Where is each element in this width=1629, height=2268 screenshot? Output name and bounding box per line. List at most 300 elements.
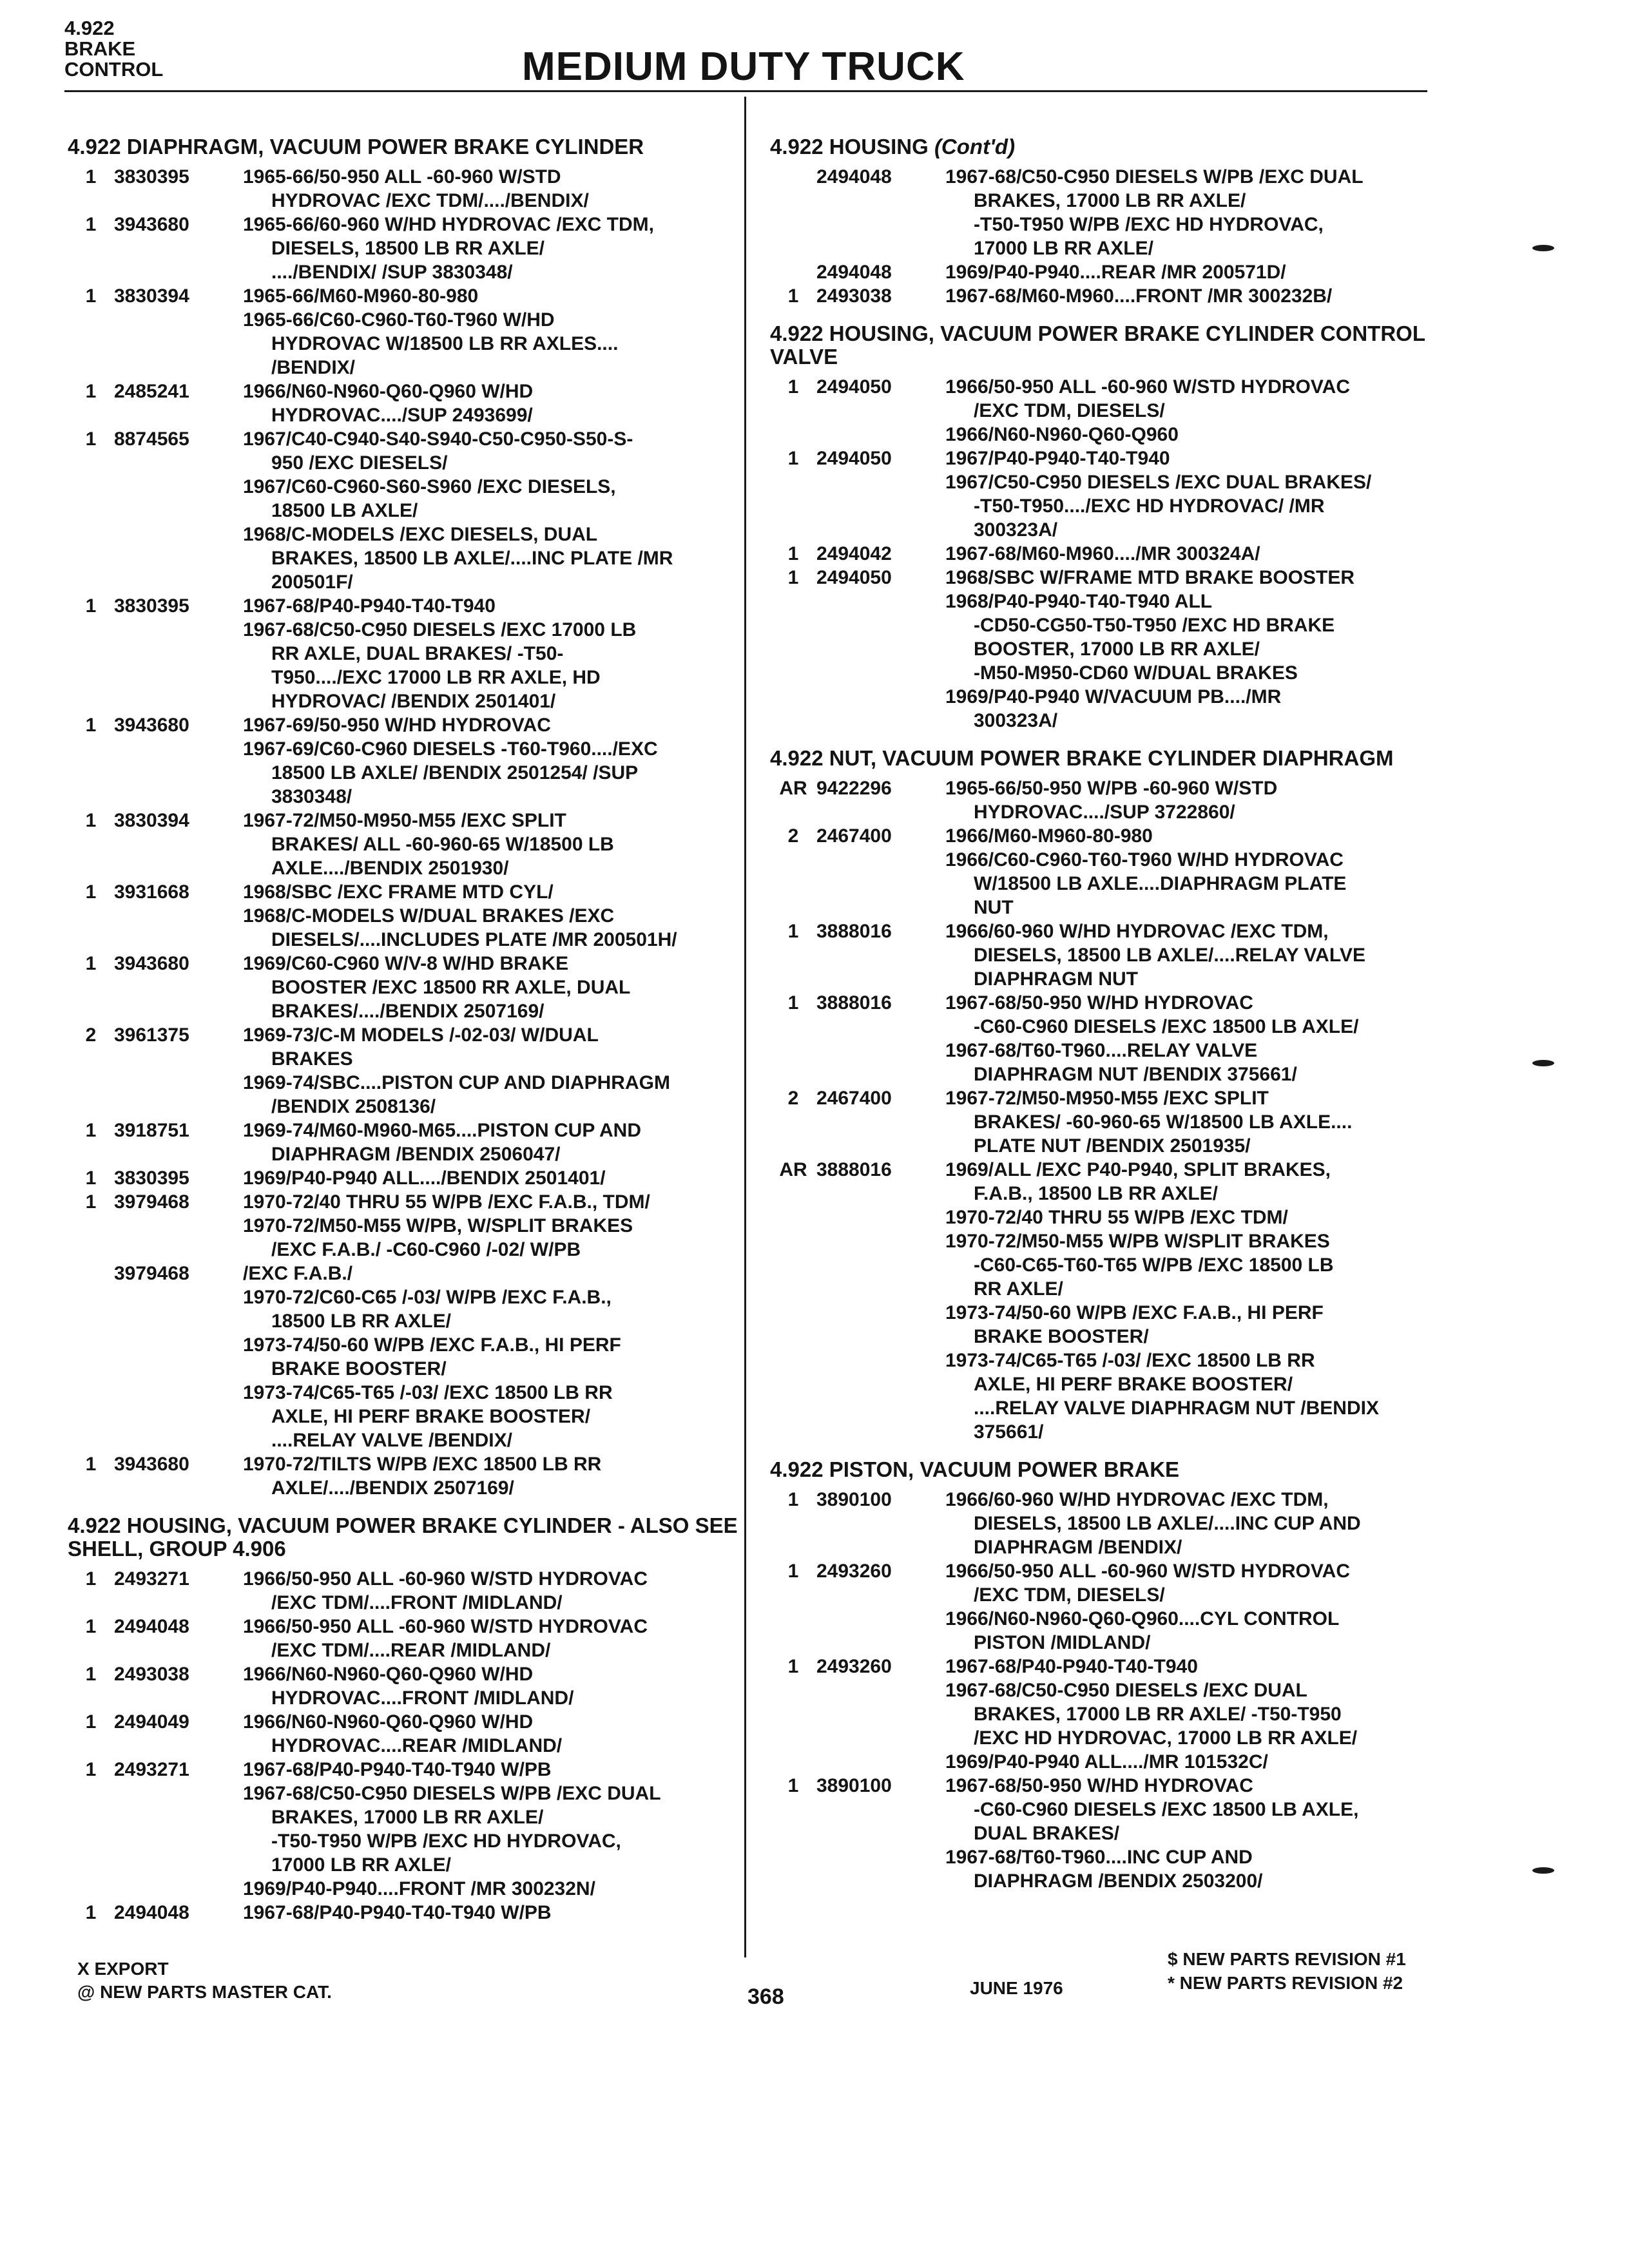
description-line: F.A.B., 18500 LB RR AXLE/	[974, 1183, 1218, 1204]
description-line: 1968/C-MODELS /EXC DIESELS, DUAL	[243, 524, 598, 545]
left-column	[68, 135, 738, 1925]
part-entry	[770, 542, 1434, 566]
application-description	[945, 1158, 1434, 1444]
part-entry	[68, 1166, 738, 1190]
application-description	[945, 375, 1434, 447]
application-description	[945, 776, 1434, 824]
description-line: PISTON /MIDLAND/	[974, 1632, 1151, 1653]
part-number: 2493038	[114, 1664, 189, 1685]
description-line: 1970-72/TILTS W/PB /EXC 18500 LB RR	[243, 1454, 602, 1475]
description-line: -CD50-CG50-T50-T950 /EXC HD BRAKE	[974, 615, 1335, 636]
part-number: 2494048	[114, 1616, 189, 1637]
quantity: 1	[787, 376, 799, 398]
description-line: 1965-66/M60-M960-80-980	[243, 285, 479, 307]
description-line: 1965-66/50-950 W/PB -60-960 W/STD	[945, 778, 1278, 799]
part-number: 3830394	[114, 810, 189, 831]
description-line: 1973-74/50-60 W/PB /EXC F.A.B., HI PERF	[945, 1302, 1324, 1323]
application-description	[945, 566, 1434, 733]
part-entry	[770, 1559, 1434, 1655]
description-line: DUAL BRAKES/	[974, 1823, 1120, 1844]
application-description	[243, 713, 738, 809]
part-number: 3888016	[816, 921, 892, 942]
section-heading	[770, 322, 1434, 369]
description-line: BOOSTER, 17000 LB RR AXLE/	[974, 639, 1260, 660]
part-entry	[68, 1119, 738, 1166]
description-line: 18500 LB AXLE/ /BENDIX 2501254/ /SUP	[271, 762, 639, 783]
quantity: 1	[85, 166, 97, 187]
part-entry	[68, 1710, 738, 1758]
application-description	[945, 165, 1434, 260]
application-description	[243, 1758, 738, 1901]
part-number: 3918751	[114, 1120, 189, 1141]
quantity: 1	[787, 567, 799, 588]
margin-mark	[1532, 1060, 1554, 1066]
description-line: 950 /EXC DIESELS/	[271, 452, 448, 474]
description-line: -C60-C65-T60-T65 W/PB /EXC 18500 LB	[974, 1254, 1334, 1276]
part-entry	[770, 991, 1434, 1086]
description-line: BRAKES/..../BENDIX 2507169/	[271, 1001, 545, 1022]
description-line: BRAKE BOOSTER/	[271, 1358, 447, 1379]
quantity: 1	[85, 285, 97, 307]
description-line: DIESELS, 18500 LB AXLE/....INC CUP AND	[974, 1513, 1361, 1534]
description-line: 1967-69/C60-C960 DIESELS -T60-T960..../EXC	[243, 738, 658, 760]
quantity: 1	[85, 1902, 97, 1923]
footer-date: JUNE 1976	[970, 1978, 1063, 1998]
description-line: 300323A/	[974, 519, 1058, 541]
application-description	[945, 284, 1434, 308]
description-line: -T50-T950 W/PB /EXC HD HYDROVAC,	[974, 214, 1324, 235]
description-line: 1969-74/M60-M960-M65....PISTON CUP AND	[243, 1120, 642, 1141]
quantity: AR	[779, 778, 807, 799]
section-number: 4.922	[64, 17, 115, 39]
section-heading-text: 4.922 DIAPHRAGM, VACUUM POWER BRAKE CYLINDER	[68, 135, 644, 159]
description-line: /EXC TDM/....FRONT /MIDLAND/	[271, 1592, 563, 1613]
description-line: 1969/P40-P940 ALL..../BENDIX 2501401/	[243, 1168, 606, 1189]
application-description	[945, 447, 1434, 542]
part-entry	[770, 1655, 1434, 1774]
part-number: 3830395	[114, 1168, 189, 1189]
section-gap	[770, 1444, 1434, 1458]
part-number: 3890100	[816, 1775, 892, 1796]
quantity: 1	[85, 1454, 97, 1475]
column-divider	[744, 97, 746, 1957]
quantity: 1	[85, 1664, 97, 1685]
quantity: 2	[85, 1024, 97, 1046]
description-line: 1968/SBC /EXC FRAME MTD CYL/	[243, 881, 554, 903]
part-number: 3943680	[114, 953, 189, 974]
quantity: 1	[85, 595, 97, 617]
section-heading-continued: (Cont'd)	[934, 135, 1016, 159]
description-line: 1968/SBC W/FRAME MTD BRAKE BOOSTER	[945, 567, 1355, 588]
description-line: HYDROVAC/ /BENDIX 2501401/	[271, 691, 556, 712]
description-line: 1973-74/50-60 W/PB /EXC F.A.B., HI PERF	[243, 1334, 621, 1356]
description-line: 1973-74/C65-T65 /-03/ /EXC 18500 LB RR	[243, 1382, 613, 1403]
quantity: 1	[85, 1120, 97, 1141]
part-number: 2494048	[816, 262, 892, 283]
description-line: DIESELS, 18500 LB AXLE/....RELAY VALVE	[974, 945, 1365, 966]
part-number: 2494050	[816, 567, 892, 588]
part-number: 2493038	[816, 285, 892, 307]
application-description	[945, 542, 1434, 566]
part-number: 3830395	[114, 595, 189, 617]
application-description	[243, 1023, 738, 1119]
section-heading	[68, 135, 738, 159]
description-line: 1966/N60-N960-Q60-Q960 W/HD	[243, 1664, 534, 1685]
part-number: 2494050	[816, 448, 892, 469]
description-line: /EXC F.A.B./	[243, 1263, 353, 1284]
quantity: 1	[85, 1168, 97, 1189]
description-line: 1967-69/50-950 W/HD HYDROVAC	[243, 715, 551, 736]
part-number: 3979468	[114, 1263, 189, 1284]
part-entry	[68, 1615, 738, 1662]
part-entry	[770, 260, 1434, 284]
description-line: 1967-68/50-950 W/HD HYDROVAC	[945, 992, 1253, 1014]
part-entry	[68, 1262, 738, 1452]
footer-master-cat-note: @ NEW PARTS MASTER CAT.	[77, 1982, 332, 2002]
description-line: 1970-72/40 THRU 55 W/PB /EXC F.A.B., TDM/	[243, 1191, 650, 1213]
part-entry	[770, 1086, 1434, 1158]
description-line: 1969-74/SBC....PISTON CUP AND DIAPHRAGM	[243, 1072, 670, 1093]
description-line: HYDROVAC..../SUP 2493699/	[271, 405, 533, 426]
quantity: 1	[787, 992, 799, 1014]
part-number: 3888016	[816, 1159, 892, 1180]
part-number: 2467400	[816, 1088, 892, 1109]
description-line: BRAKES, 17000 LB RR AXLE/	[974, 190, 1246, 211]
part-entry	[770, 1488, 1434, 1559]
description-line: 1965-66/60-960 W/HD HYDROVAC /EXC TDM,	[243, 214, 654, 235]
section-gap	[770, 308, 1434, 322]
description-line: 1969/ALL /EXC P40-P940, SPLIT BRAKES,	[945, 1159, 1331, 1180]
description-line: 1967/P40-P940-T40-T940	[945, 448, 1170, 469]
description-line: 17000 LB RR AXLE/	[974, 238, 1153, 259]
description-line: DIAPHRAGM /BENDIX 2506047/	[271, 1144, 561, 1165]
part-number: 3830395	[114, 166, 189, 187]
application-description	[945, 260, 1434, 284]
description-line: RR AXLE, DUAL BRAKES/ -T50-	[271, 643, 564, 664]
part-number: 9422296	[816, 778, 892, 799]
description-line: HYDROVAC....FRONT /MIDLAND/	[271, 1687, 574, 1709]
application-description	[243, 427, 738, 594]
section-heading-text: 4.922 HOUSING, VACUUM POWER BRAKE CYLINDER - ALSO SEE SHELL, GROUP 4.906	[68, 1514, 738, 1561]
application-description	[243, 1166, 738, 1190]
quantity: 1	[787, 543, 799, 564]
section-group: BRAKE	[64, 37, 136, 60]
application-description	[243, 952, 738, 1023]
description-line: DIAPHRAGM /BENDIX 2503200/	[974, 1870, 1263, 1892]
description-line: AXLE..../BENDIX 2501930/	[271, 858, 509, 879]
description-line: 1967-68/P40-P940-T40-T940 W/PB	[243, 1902, 552, 1923]
description-line: -C60-C960 DIESELS /EXC 18500 LB AXLE/	[974, 1016, 1359, 1037]
description-line: 1967-68/P40-P940-T40-T940 W/PB	[243, 1759, 552, 1780]
part-entry	[770, 165, 1434, 260]
description-line: 1966/N60-N960-Q60-Q960	[945, 424, 1179, 445]
description-line: NUT	[974, 897, 1014, 918]
part-entry	[68, 1023, 738, 1119]
description-line: 1969/P40-P940 ALL..../MR 101532C/	[945, 1751, 1268, 1773]
part-entry	[770, 776, 1434, 824]
section-heading-text: 4.922 NUT, VACUUM POWER BRAKE CYLINDER DIAPHRAGM	[770, 746, 1394, 770]
application-description	[243, 213, 738, 284]
quantity: 1	[787, 285, 799, 307]
description-line: RR AXLE/	[974, 1278, 1063, 1300]
quantity: 1	[787, 1656, 799, 1677]
quantity: 1	[787, 1489, 799, 1510]
part-entry	[68, 594, 738, 713]
part-number: 2467400	[816, 825, 892, 847]
description-line: 1967-68/C50-C950 DIESELS /EXC DUAL	[945, 1680, 1307, 1701]
quantity: 1	[85, 381, 97, 402]
description-line: 1969/P40-P940....FRONT /MR 300232N/	[243, 1878, 595, 1899]
description-line: 1967-68/P40-P940-T40-T940	[945, 1656, 1198, 1677]
section-heading-text: 4.922 PISTON, VACUUM POWER BRAKE	[770, 1457, 1180, 1481]
description-line: -T50-T950..../EXC HD HYDROVAC/ /MR	[974, 495, 1325, 517]
part-entry	[770, 566, 1434, 733]
quantity: 1	[787, 448, 799, 469]
part-entry	[68, 427, 738, 594]
part-number: 2494048	[114, 1902, 189, 1923]
description-line: 17000 LB RR AXLE/	[271, 1854, 451, 1876]
application-description	[243, 1662, 738, 1710]
part-number: 3961375	[114, 1024, 189, 1046]
description-line: /EXC F.A.B./ -C60-C960 /-02/ W/PB	[271, 1239, 581, 1260]
application-description	[945, 824, 1434, 919]
description-line: 1967-72/M50-M950-M55 /EXC SPLIT	[945, 1088, 1269, 1109]
section-heading	[770, 747, 1434, 770]
description-line: 1965-66/50-950 ALL -60-960 W/STD	[243, 166, 561, 187]
quantity: 2	[787, 1088, 799, 1109]
part-number: 3888016	[816, 992, 892, 1014]
part-number: 3943680	[114, 715, 189, 736]
part-entry	[770, 1158, 1434, 1444]
description-line: /BENDIX 2508136/	[271, 1096, 436, 1117]
description-line: T950..../EXC 17000 LB RR AXLE, HD	[271, 667, 601, 688]
quantity: 1	[85, 214, 97, 235]
quantity: 1	[787, 1775, 799, 1796]
part-entry	[68, 284, 738, 380]
application-description	[243, 880, 738, 952]
description-line: /EXC TDM, DIESELS/	[974, 400, 1165, 421]
header-rule	[64, 90, 1427, 92]
description-line: 1967-68/T60-T960....RELAY VALVE	[945, 1040, 1258, 1061]
part-number: 3931668	[114, 881, 189, 903]
description-line: AXLE, HI PERF BRAKE BOOSTER/	[974, 1374, 1293, 1395]
description-line: 1967-68/P40-P940-T40-T940	[243, 595, 496, 617]
description-line: 1966/60-960 W/HD HYDROVAC /EXC TDM,	[945, 1489, 1329, 1510]
description-line: 1967-68/T60-T960....INC CUP AND	[945, 1847, 1253, 1868]
description-line: DIESELS, 18500 LB RR AXLE/	[271, 238, 545, 259]
description-line: BRAKES, 17000 LB RR AXLE/	[271, 1807, 544, 1828]
part-entry	[770, 284, 1434, 308]
quantity: 1	[85, 1711, 97, 1733]
description-line: ....RELAY VALVE /BENDIX/	[271, 1430, 512, 1451]
description-line: PLATE NUT /BENDIX 2501935/	[974, 1135, 1251, 1157]
description-line: 1966/60-960 W/HD HYDROVAC /EXC TDM,	[945, 921, 1329, 942]
part-number: 2493271	[114, 1759, 189, 1780]
part-entry	[770, 824, 1434, 919]
quantity: AR	[779, 1159, 807, 1180]
description-line: 1966/N60-N960-Q60-Q960 W/HD	[243, 1711, 534, 1733]
description-line: 1970-72/M50-M55 W/PB, W/SPLIT BRAKES	[243, 1215, 633, 1236]
section-heading	[770, 135, 1434, 159]
description-line: 1967-68/M60-M960..../MR 300324A/	[945, 543, 1260, 564]
section-heading	[68, 1514, 738, 1561]
quantity: 1	[85, 1568, 97, 1590]
application-description	[945, 1774, 1434, 1893]
description-line: 1967-68/C50-C950 DIESELS W/PB /EXC DUAL	[945, 166, 1364, 187]
description-line: 1966/50-950 ALL -60-960 W/STD HYDROVAC	[945, 1561, 1350, 1582]
application-description	[945, 991, 1434, 1086]
part-number: 3830394	[114, 285, 189, 307]
footer-revision-2: * NEW PARTS REVISION #2	[1168, 1973, 1403, 1993]
description-line: 1970-72/M50-M55 W/PB W/SPLIT BRAKES	[945, 1231, 1330, 1252]
description-line: DIESELS/....INCLUDES PLATE /MR 200501H/	[271, 929, 677, 950]
part-number: 2494048	[816, 166, 892, 187]
part-entry	[770, 375, 1434, 447]
application-description	[945, 1086, 1434, 1158]
part-entry	[68, 952, 738, 1023]
part-entry	[68, 809, 738, 880]
application-description	[243, 165, 738, 213]
part-number: 3943680	[114, 1454, 189, 1475]
description-line: DIAPHRAGM NUT	[974, 968, 1138, 990]
part-number: 3943680	[114, 214, 189, 235]
description-line: 1970-72/40 THRU 55 W/PB /EXC TDM/	[945, 1207, 1288, 1228]
section-heading	[770, 1458, 1434, 1481]
description-line: 1969/P40-P940 W/VACUUM PB..../MR	[945, 686, 1282, 707]
description-line: 300323A/	[974, 710, 1058, 731]
description-line: 1966/50-950 ALL -60-960 W/STD HYDROVAC	[243, 1616, 648, 1637]
section-subgroup: CONTROL	[64, 58, 164, 81]
application-description	[243, 1567, 738, 1615]
section-heading-text: 4.922 HOUSING, VACUUM POWER BRAKE CYLINDER CONTROL VALVE	[770, 322, 1425, 369]
description-line: BRAKES/ -60-960-65 W/18500 LB AXLE....	[974, 1111, 1353, 1133]
page-title: MEDIUM DUTY TRUCK	[522, 44, 965, 89]
application-description	[945, 1559, 1434, 1655]
part-number: 3979468	[114, 1191, 189, 1213]
part-entry	[68, 713, 738, 809]
part-entry	[68, 1190, 738, 1262]
page-number: 368	[747, 1984, 784, 2009]
application-description	[243, 284, 738, 380]
description-line: /EXC TDM, DIESELS/	[974, 1584, 1165, 1606]
application-description	[243, 1710, 738, 1758]
description-line: 200501F/	[271, 572, 353, 593]
application-description	[945, 919, 1434, 991]
part-entry	[770, 1774, 1434, 1893]
description-line: BRAKES, 17000 LB RR AXLE/ -T50-T950	[974, 1704, 1342, 1725]
description-line: BRAKES/ ALL -60-960-65 W/18500 LB	[271, 834, 614, 855]
description-line: 1973-74/C65-T65 /-03/ /EXC 18500 LB RR	[945, 1350, 1315, 1371]
description-line: 1965-66/C60-C960-T60-T960 W/HD	[243, 309, 555, 331]
description-line: /BENDIX/	[271, 357, 356, 378]
part-number: 2485241	[114, 381, 189, 402]
application-description	[243, 1190, 738, 1262]
part-entry	[68, 1901, 738, 1925]
section-heading-text: 4.922 HOUSING	[770, 135, 929, 159]
description-line: /EXC HD HYDROVAC, 17000 LB RR AXLE/	[974, 1727, 1358, 1749]
description-line: W/18500 LB AXLE....DIAPHRAGM PLATE	[974, 873, 1347, 894]
part-entry	[68, 213, 738, 284]
quantity: 1	[85, 1616, 97, 1637]
description-line: BOOSTER /EXC 18500 RR AXLE, DUAL	[271, 977, 631, 998]
quantity: 1	[85, 953, 97, 974]
part-number: 2493260	[816, 1561, 892, 1582]
description-line: -C60-C960 DIESELS /EXC 18500 LB AXLE,	[974, 1799, 1359, 1820]
description-line: 1966/C60-C960-T60-T960 W/HD HYDROVAC	[945, 849, 1344, 870]
description-line: AXLE/..../BENDIX 2507169/	[271, 1477, 514, 1499]
quantity: 1	[85, 1191, 97, 1213]
description-line: HYDROVAC....REAR /MIDLAND/	[271, 1735, 563, 1756]
description-line: 18500 LB RR AXLE/	[271, 1311, 451, 1332]
application-description	[243, 1119, 738, 1166]
quantity: 1	[85, 1759, 97, 1780]
description-line: 1967/C60-C960-S60-S960 /EXC DIESELS,	[243, 476, 616, 497]
description-line: 1967-68/M60-M960....FRONT /MR 300232B/	[945, 285, 1333, 307]
part-entry	[68, 1567, 738, 1615]
quantity: 1	[85, 881, 97, 903]
part-entry	[68, 380, 738, 427]
part-entry	[68, 880, 738, 952]
part-entry	[68, 165, 738, 213]
section-gap	[68, 1500, 738, 1514]
description-line: 1967-72/M50-M950-M55 /EXC SPLIT	[243, 810, 566, 831]
application-description	[243, 809, 738, 880]
part-entry	[68, 1758, 738, 1901]
application-description	[243, 380, 738, 427]
description-line: HYDROVAC..../SUP 3722860/	[974, 802, 1235, 823]
description-line: ..../BENDIX/ /SUP 3830348/	[271, 262, 513, 283]
description-line: HYDROVAC W/18500 LB RR AXLES....	[271, 333, 619, 354]
application-description	[945, 1655, 1434, 1774]
description-line: AXLE, HI PERF BRAKE BOOSTER/	[271, 1406, 591, 1427]
description-line: 1967-68/C50-C950 DIESELS W/PB /EXC DUAL	[243, 1783, 661, 1804]
application-description	[243, 1901, 738, 1925]
description-line: -M50-M950-CD60 W/DUAL BRAKES	[974, 662, 1298, 684]
quantity: 1	[787, 921, 799, 942]
part-number: 3890100	[816, 1489, 892, 1510]
section-gap	[770, 733, 1434, 747]
part-number: 2494049	[114, 1711, 189, 1733]
description-line: 1966/N60-N960-Q60-Q960....CYL CONTROL	[945, 1608, 1340, 1629]
description-line: 1966/50-950 ALL -60-960 W/STD HYDROVAC	[243, 1568, 648, 1590]
description-line: ....RELAY VALVE DIAPHRAGM NUT /BENDIX	[974, 1398, 1379, 1419]
quantity: 1	[85, 428, 97, 450]
description-line: BRAKE BOOSTER/	[974, 1326, 1149, 1347]
description-line: 1966/50-950 ALL -60-960 W/STD HYDROVAC	[945, 376, 1350, 398]
description-line: 1967/C50-C950 DIESELS /EXC DUAL BRAKES/	[945, 472, 1372, 493]
description-line: 375661/	[974, 1421, 1044, 1443]
margin-mark	[1532, 245, 1554, 251]
description-line: 1970-72/C60-C65 /-03/ W/PB /EXC F.A.B.,	[243, 1287, 612, 1308]
quantity: 1	[787, 1561, 799, 1582]
quantity: 2	[787, 825, 799, 847]
description-line: -T50-T950 W/PB /EXC HD HYDROVAC,	[271, 1831, 621, 1852]
part-number: 2493260	[816, 1656, 892, 1677]
description-line: 1967-68/50-950 W/HD HYDROVAC	[945, 1775, 1253, 1796]
description-line: 1969/C60-C960 W/V-8 W/HD BRAKE	[243, 953, 569, 974]
description-line: 1967-68/C50-C950 DIESELS /EXC 17000 LB	[243, 619, 637, 640]
description-line: DIAPHRAGM NUT /BENDIX 375661/	[974, 1064, 1297, 1085]
description-line: 18500 LB AXLE/	[271, 500, 418, 521]
description-line: BRAKES, 18500 LB AXLE/....INC PLATE /MR	[271, 548, 673, 569]
description-line: /EXC TDM/....REAR /MIDLAND/	[271, 1640, 551, 1661]
right-column	[770, 135, 1434, 1893]
application-description	[243, 1615, 738, 1662]
part-entry	[770, 447, 1434, 542]
margin-mark	[1532, 1867, 1554, 1874]
description-line: 1966/N60-N960-Q60-Q960 W/HD	[243, 381, 534, 402]
description-line: 3830348/	[271, 786, 352, 807]
